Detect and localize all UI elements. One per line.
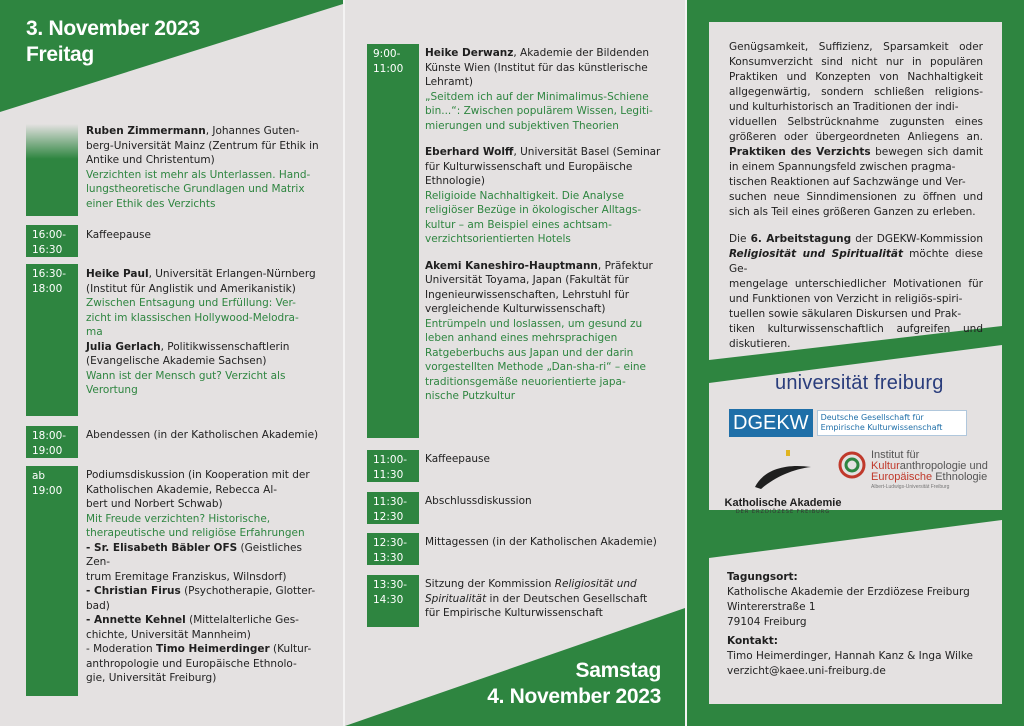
schedule-entry-kaffeepause: Kaffeepause bbox=[86, 229, 151, 241]
contact-label: Kontakt: bbox=[727, 635, 778, 647]
friday-title bbox=[26, 16, 200, 68]
dgekw-logo bbox=[729, 409, 967, 437]
time-slot: 11:30- 12:30 bbox=[367, 492, 419, 524]
friday-day: Freitag bbox=[26, 43, 94, 66]
schedule-entry-paul-gerlach: Heike Paul, Universität Erlangen-Nürnberg (Institut für Anglistik und Amerikanistik) Zwischen Entsagung und Erfüllung: Ver- zicht im klassischen Hollywood-Melodra- ma Julia Gerlach, Politikwissenschaftlerin (Evangelische Akademie Sachsen) Wann ist der Mensch gut? Verzicht als Verortung bbox=[86, 268, 316, 396]
time-slot: 18:00- 19:00 bbox=[26, 426, 78, 458]
intro-text: Genügsamkeit, Suffizienz, Sparsamkeit oder Konsumverzicht sind nicht nur in populären Praktiken und Konzepten von Nachhaltigkeit allgegenwärtig, sondern schließen religions- und kulturhistorisch an Traditionen der indi- viduellen Selbstrücknahme zugunsten eines größeren oder übergeordneten Anliegens an. Praktiken des Verzichts bewegen sich damit in einem Spannungsfeld zwischen pragma- tischen Reaktionen auf Sachzwänge und Ver- suchen neue Sinndimensionen zu öffnen und sich als Teil eines größeren Ganzen zu erleben. Die 6. Arbeitstagung der DGEKW-Kommission Religiosität und Spiritualität möchte diese Ge- mengelage unterschiedlicher Motivationen für und Funktionen von Verzicht in religiös-spiri- tuellen sowie säkularen Diskursen und Prak- tiken kulturwissenschaftlich aufgreifen und diskutieren. bbox=[729, 41, 983, 350]
institut-logo bbox=[837, 450, 988, 491]
friday-date: 3. November 2023 bbox=[26, 17, 200, 40]
schedule-entry-morning-talks: Heike Derwanz, Akademie der Bildenden Künste Wien (Institut für das künstlerische Lehramt) „Seitdem ich auf der Minimalimus-Schiene bin...“: Zwischen populärem Wissen, Legiti- mierungen und subjektiven Theorien Eberhard Wolff, Universität Basel (Seminar für Kulturwissenschaft und Europäische Ethnologie) Religioide Nachhaltigkeit. Die Analyse religiöser Bezüge in ökologischer Alltags- kultur – am Beispiel eines achtsam- verzichtsorientierten Hotels Akemi Kaneshiro-Hauptmann, Präfektur Universität Toyama, Japan (Fakultät für Ingenieurwissenschaften, Lehrstuhl für vergleichende Kulturwissenschaft) Entrümpeln und loslassen, um gesund zu leben anhand eines mehrsprachigen Ratgeberbuchs aus Japan und der darin vorgestellten Methode „Dan-sha-ri“ – eine traditionsgemäße neuorientierte japa- nische Putzkultur bbox=[425, 47, 661, 402]
dgekw-logo-mark: DGEKW bbox=[729, 409, 813, 437]
schedule-entry-mittagessen: Mittagessen (in der Katholischen Akademie) bbox=[425, 536, 657, 548]
saturday-panel bbox=[345, 0, 685, 726]
schedule-entry-zimmermann: Ruben Zimmermann, Johannes Guten- berg-Universität Mainz (Zentrum für Ethik in Antike und Christentum) Verzichten ist mehr als Unterlassen. Hand- lungstheoretische Grundlagen und Matrix einer Ethik des Verzichts bbox=[86, 125, 319, 210]
venue-info: Tagungsort: Katholische Akademie der Erzdiözese Freiburg Wintererstraße 1 79104 Freiburg Kontakt: Timo Heimerdinger, Hannah Kanz & Inga Wilke verzicht@kaee.uni-freiburg.de bbox=[727, 571, 974, 677]
kath-subtitle: DER ERZDIÖZESE FREIBURG bbox=[735, 509, 831, 515]
saturday-date: 4. November 2023 bbox=[487, 685, 661, 708]
schedule-entry-abschlussdiskussion: Abschlussdiskussion bbox=[425, 495, 532, 507]
saturday-day: Samstag bbox=[575, 659, 661, 682]
time-slot: 16:00- 16:30 bbox=[26, 225, 78, 257]
time-slot: 12:30- 13:30 bbox=[367, 533, 419, 565]
institut-circle-icon bbox=[837, 450, 867, 480]
venue-label: Tagungsort: bbox=[727, 571, 798, 583]
time-slot: 16:30- 18:00 bbox=[26, 264, 78, 416]
brushstroke-icon bbox=[753, 449, 813, 491]
saturday-title bbox=[487, 658, 661, 710]
contact-email[interactable]: verzicht@kaee.uni-freiburg.de bbox=[727, 665, 886, 677]
time-slot: 13:30- 14:30 bbox=[367, 575, 419, 627]
schedule-entry-podium: Podiumsdiskussion (in Kooperation mit der Katholischen Akademie, Rebecca Al- bert und Norbert Schwab) Mit Freude verzichten? Historische, therapeutische und religiöse Erfahrungen - Sr. Elisabeth Bäbler OFS (Geistliches Zen- trum Eremitage Franziskus, Wilnsdorf) - Christian Firus (Psychotherapie, Glotter- bad) - Annette Kehnel (Mittelalterliche Ges- chichte, Universität Mannheim) - Moderation Timo Heimerdinger (Kultur- anthropologie und Europäische Ethnolo- gie, Universität Freiburg) bbox=[86, 469, 316, 684]
schedule-entry-abendessen: Abendessen (in der Katholischen Akademie) bbox=[86, 429, 319, 441]
katholische-akademie-logo bbox=[723, 449, 843, 515]
dgekw-logo-text: Deutsche Gesellschaft für Empirische Kulturwissenschaft bbox=[817, 410, 967, 436]
time-slot: 11:00- 11:30 bbox=[367, 450, 419, 482]
friday-panel bbox=[0, 0, 343, 726]
uni-freiburg-logo: universität freiburg bbox=[775, 372, 944, 394]
institut-text: Institut für Kulturanthropologie und Europäische Ethnologie Albert-Ludwigs-Universität Freiburg bbox=[871, 449, 988, 490]
kath-name: Katholische Akademie bbox=[724, 497, 842, 509]
time-slot: 9:00- 11:00 bbox=[367, 44, 419, 438]
time-slot bbox=[26, 124, 78, 216]
info-panel bbox=[687, 0, 1024, 726]
time-slot: ab 19:00 bbox=[26, 466, 78, 696]
schedule-entry-kaffeepause: Kaffeepause bbox=[425, 453, 490, 465]
schedule-entry-sitzung: Sitzung der Kommission Religiosität und Spiritualität in der Deutschen Gesellschaft für Empirische Kulturwissenschaft bbox=[425, 578, 648, 619]
